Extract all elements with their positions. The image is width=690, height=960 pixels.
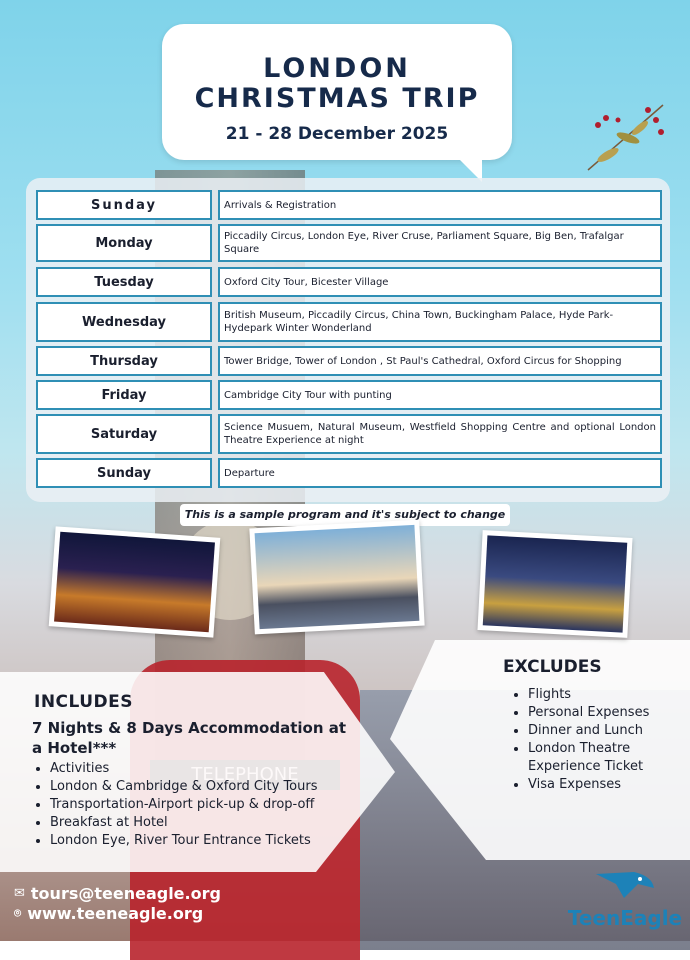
location-pin-icon: ⌾ bbox=[14, 906, 22, 920]
activity-cell: Piccadily Circus, London Eye, River Cruse, Parliament Square, Big Ben, Trafalgar Square bbox=[218, 224, 662, 262]
schedule-row bbox=[36, 302, 662, 342]
day-cell: Monday bbox=[36, 224, 212, 262]
list-item: • Visa Expenses bbox=[528, 776, 690, 794]
website-text: www.teeneagle.org bbox=[27, 904, 204, 923]
list-item: • Breakfast at Hotel bbox=[50, 814, 317, 832]
holly-berries-decoration bbox=[578, 100, 668, 180]
list-item: • London Eye, River Tour Entrance Tickets bbox=[50, 832, 317, 850]
day-cell: Saturday bbox=[36, 414, 212, 454]
schedule-row bbox=[36, 224, 662, 262]
day-cell: Sunday bbox=[36, 190, 212, 220]
includes-title: INCLUDES bbox=[34, 692, 134, 712]
eagle-icon bbox=[594, 870, 656, 900]
includes-accommodation: 7 Nights & 8 Days Accommodation at a Hotel*** bbox=[32, 719, 347, 757]
excludes-list bbox=[510, 686, 690, 794]
excludes-title: EXCLUDES bbox=[503, 657, 602, 677]
list-item: • Flights bbox=[528, 686, 690, 704]
schedule-row bbox=[36, 267, 662, 297]
list-item: • London Theatre Experience Ticket bbox=[528, 740, 690, 776]
list-item: • London & Cambridge & Oxford City Tours bbox=[50, 778, 317, 796]
schedule-row bbox=[36, 380, 662, 410]
day-cell: Friday bbox=[36, 380, 212, 410]
activity-cell: Departure bbox=[218, 458, 662, 488]
activity-cell: Arrivals & Registration bbox=[218, 190, 662, 220]
day-cell: Wednesday bbox=[36, 302, 212, 342]
day-cell: Sunday bbox=[36, 458, 212, 488]
envelope-icon: ✉ bbox=[14, 886, 25, 901]
list-item: • Activities bbox=[50, 760, 317, 778]
logo-text: TeenEagle bbox=[567, 906, 683, 930]
title-line-2: CHRISTMAS TRIP bbox=[194, 83, 480, 114]
contact-email[interactable] bbox=[14, 884, 221, 903]
teeneagle-logo bbox=[565, 870, 685, 932]
activity-cell: Tower Bridge, Tower of London , St Paul's Cathedral, Oxford Circus for Shopping bbox=[218, 346, 662, 376]
day-cell: Thursday bbox=[36, 346, 212, 376]
title-card bbox=[162, 24, 512, 160]
photo-tower-bridge bbox=[477, 530, 632, 638]
activity-cell: Science Musuem, Natural Museum, Westfield Shopping Centre and optional London Theatre Experience at night bbox=[218, 414, 662, 454]
schedule-row bbox=[36, 190, 662, 220]
trip-dates: 21 - 28 December 2025 bbox=[225, 124, 449, 144]
email-text: tours@teeneagle.org bbox=[30, 884, 221, 903]
list-item: • Transportation-Airport pick-up & drop-off bbox=[50, 796, 317, 814]
list-item: • Dinner and Lunch bbox=[528, 722, 690, 740]
photo-london-eye bbox=[249, 520, 424, 635]
sample-program-note: This is a sample program and it's subject to change bbox=[180, 504, 510, 526]
list-item: • Personal Expenses bbox=[528, 704, 690, 722]
activity-cell: Cambridge City Tour with punting bbox=[218, 380, 662, 410]
photo-winter-wonderland bbox=[49, 526, 221, 637]
schedule-panel bbox=[26, 178, 670, 502]
schedule-row bbox=[36, 414, 662, 454]
day-cell: Tuesday bbox=[36, 267, 212, 297]
contact-website[interactable] bbox=[14, 904, 203, 923]
activity-cell: British Museum, Piccadily Circus, China Town, Buckingham Palace, Hyde Park- Hydepark Winter Wonderland bbox=[218, 302, 662, 342]
schedule-row bbox=[36, 458, 662, 488]
includes-list bbox=[32, 760, 317, 850]
activity-cell: Oxford City Tour, Bicester Village bbox=[218, 267, 662, 297]
schedule-row bbox=[36, 346, 662, 376]
title-line-1: LONDON bbox=[263, 53, 411, 84]
